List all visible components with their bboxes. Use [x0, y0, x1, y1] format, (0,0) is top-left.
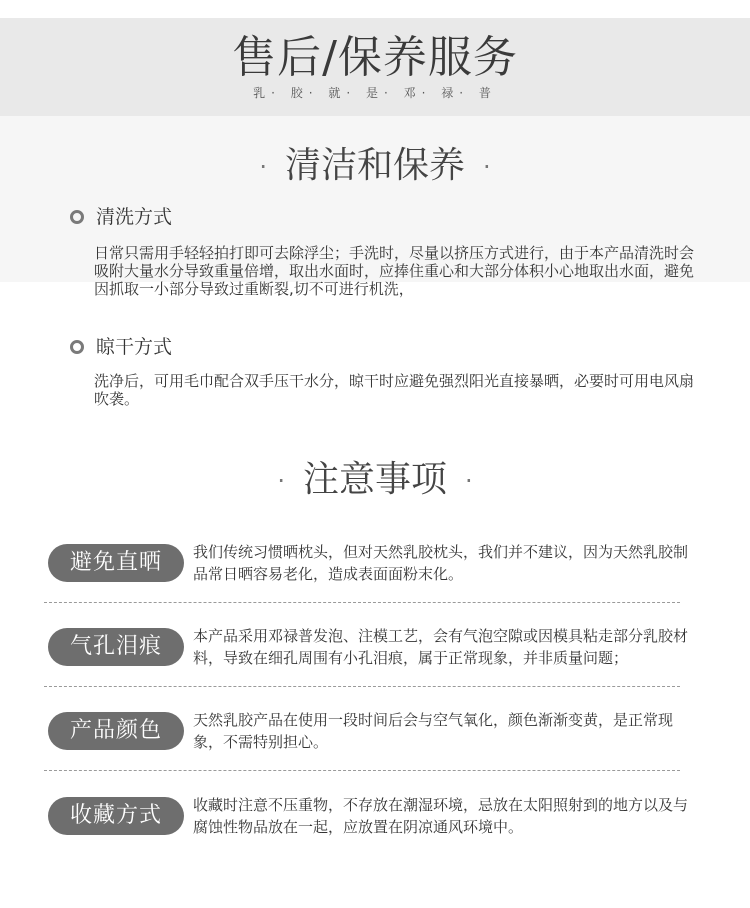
notes-section-title	[0, 458, 750, 503]
note-text-color: 天然乳胶产品在使用一段时间后会与空气氧化，颜色渐渐变黄，是正常现象，不需特别担心。	[193, 711, 674, 751]
note-badge-color: 产品颜色	[48, 712, 184, 750]
note-badge-storage: 收藏方式	[48, 797, 184, 835]
note-divider	[44, 686, 680, 687]
note-badge-sun: 避免直晒	[48, 544, 184, 582]
page-subtitle: 乳· 胶· 就· 是· 邓· 禄· 普	[253, 86, 497, 100]
circle-bullet-icon	[70, 210, 84, 224]
title-dot-left: ·	[277, 467, 285, 495]
note-text-storage: 收藏时注意不压重物，不存放在潮湿环境，忌放在太阳照射到的地方以及与腐蚀性物品放在一起，应放置在阴凉通风环境中。	[193, 796, 689, 836]
care-text-washing: 日常只需用手轻轻拍打即可去除浮尘；手洗时，尽量以挤压方式进行，由于本产品清洗时会吸附大量水分导致重量倍增，取出水面时，应捧住重心和大部分体积小心地取出水面，避免因抓取一小部分导致过重断裂,切不可进行机洗，	[94, 244, 695, 298]
page-title: 售后/保养服务	[232, 32, 518, 83]
note-divider	[44, 770, 680, 771]
care-heading-label: 清洗方式	[96, 206, 173, 228]
care-text-drying: 洗净后，可用毛巾配合双手压干水分，晾干时应避免强烈阳光直接暴晒，必要时可用电风扇吹袭。	[94, 372, 695, 408]
circle-bullet-icon	[70, 340, 84, 354]
note-divider	[44, 602, 680, 603]
note-text-pores: 本产品采用邓禄普发泡、注模工艺，会有气泡空隙或因模具粘走部分乳胶材料，导致在细孔周围有小孔泪痕，属于正常现象，并非质量问题；	[193, 627, 689, 667]
notes-section-title-text: 注意事项	[302, 459, 447, 500]
title-dot-right: ·	[465, 467, 473, 495]
care-section-title-text: 清洁和保养	[284, 145, 465, 186]
note-badge-pores: 气孔泪痕	[48, 628, 184, 666]
care-heading-drying	[70, 335, 172, 359]
note-text-sun: 我们传统习惯晒枕头，但对天然乳胶枕头，我们并不建议，因为天然乳胶制品常日晒容易老化，造成表面面粉末化。	[193, 543, 689, 583]
title-dot-right: ·	[483, 153, 491, 181]
care-heading-washing	[70, 205, 172, 229]
care-heading-label: 晾干方式	[96, 336, 173, 358]
title-dot-left: ·	[259, 153, 267, 181]
care-section-title	[0, 144, 750, 189]
